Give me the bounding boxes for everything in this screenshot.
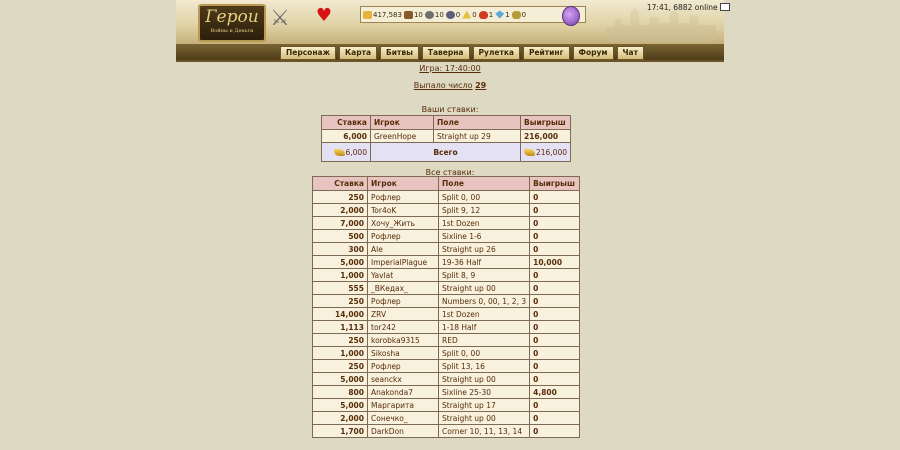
table-row xyxy=(313,230,580,243)
win-cell: 0 xyxy=(530,243,580,256)
win-cell: 0 xyxy=(530,334,580,347)
crossed-swords-icon: ⚔ xyxy=(270,6,290,31)
bet-cell: 1,000 xyxy=(313,269,368,282)
total-label: Всего xyxy=(370,143,520,162)
col-header-bet: Ставка xyxy=(322,116,371,130)
online-count: 17:41, 6882 online xyxy=(646,3,718,12)
field-cell: Straight up 00 xyxy=(439,412,530,425)
table-row xyxy=(313,386,580,399)
table-row xyxy=(313,295,580,308)
player-cell[interactable]: Сонечко_ xyxy=(368,412,439,425)
resource-value: 0 xyxy=(521,10,527,19)
field-cell: Split 0, 00 xyxy=(439,191,530,204)
your-bets-caption: Ваши ставки: xyxy=(421,105,479,114)
player-cell[interactable]: seanckx xyxy=(368,373,439,386)
win-cell: 0 xyxy=(530,425,580,438)
all-bets-table xyxy=(312,176,580,438)
player-cell[interactable]: Рофлер xyxy=(368,295,439,308)
table-row xyxy=(313,269,580,282)
total-bet-cell xyxy=(322,143,371,162)
table-row xyxy=(313,256,580,269)
win-cell: 0 xyxy=(530,373,580,386)
field-cell: 1st Dozen xyxy=(439,217,530,230)
win-cell: 4,800 xyxy=(530,386,580,399)
win-cell: 0 xyxy=(530,282,580,295)
gems-icon xyxy=(495,11,504,19)
total-win-value: 216,000 xyxy=(535,147,567,157)
resource-item xyxy=(404,11,423,19)
player-cell[interactable]: Рофлер xyxy=(368,360,439,373)
resource-value: 0 xyxy=(472,10,477,19)
field-cell: Corner 10, 11, 13, 14 xyxy=(439,425,530,438)
table-row xyxy=(313,373,580,386)
your-bets-table xyxy=(321,115,571,162)
resource-item xyxy=(363,11,402,19)
bet-cell: 2,000 xyxy=(313,412,368,425)
field-cell: 1-18 Half xyxy=(439,321,530,334)
nav-item[interactable]: Форум xyxy=(573,46,614,60)
mail-icon[interactable] xyxy=(720,3,730,11)
nav-item[interactable]: Персонаж xyxy=(280,46,336,60)
result-label: Выпало число xyxy=(413,81,473,90)
win-cell: 0 xyxy=(530,360,580,373)
win-cell: 0 xyxy=(530,347,580,360)
bet-cell: 1,113 xyxy=(313,321,368,334)
table-row xyxy=(313,347,580,360)
bet-cell: 250 xyxy=(313,295,368,308)
online-status xyxy=(647,2,730,12)
field-cell: Straight up 00 xyxy=(439,282,530,295)
table-row xyxy=(313,334,580,347)
field-cell: RED xyxy=(439,334,530,347)
field-cell: Split 9, 12 xyxy=(439,204,530,217)
player-cell[interactable]: ZRV xyxy=(368,308,439,321)
result-line xyxy=(0,81,900,90)
total-bet-value: 6,000 xyxy=(345,147,367,157)
field-cell: Straight up 26 xyxy=(439,243,530,256)
field-cell: Straight up 29 xyxy=(433,130,520,143)
table-row xyxy=(313,412,580,425)
player-cell[interactable]: _ВКедах_ xyxy=(368,282,439,295)
win-cell: 0 xyxy=(530,230,580,243)
resource-value: 1 xyxy=(488,10,494,19)
game-time-link[interactable]: Игра: 17:40:00 xyxy=(419,64,481,73)
your-bets-total-row xyxy=(322,143,571,162)
nav-item[interactable]: Таверна xyxy=(422,46,470,60)
win-cell: 0 xyxy=(530,321,580,334)
field-cell: Sixline 25-30 xyxy=(439,386,530,399)
player-cell[interactable]: Sikosha xyxy=(368,347,439,360)
resource-item xyxy=(446,11,460,19)
player-cell[interactable]: Yavlat xyxy=(368,269,439,282)
resource-item xyxy=(479,11,493,19)
table-row xyxy=(313,399,580,412)
resource-value: 10 xyxy=(434,10,444,19)
player-cell[interactable]: Anakonda7 xyxy=(368,386,439,399)
resource-item xyxy=(462,11,476,19)
logo-title: Герои xyxy=(205,7,259,27)
win-cell: 0 xyxy=(530,191,580,204)
table-row xyxy=(313,321,580,334)
table-row xyxy=(313,217,580,230)
main-nav xyxy=(280,46,644,60)
bet-cell: 250 xyxy=(313,360,368,373)
bet-cell: 250 xyxy=(313,191,368,204)
crystal-icon xyxy=(479,11,488,19)
player-cell[interactable]: Tor4oK xyxy=(368,204,439,217)
player-cell[interactable]: Маргарита xyxy=(368,399,439,412)
resource-value: 1 xyxy=(505,10,510,19)
bet-cell: 14,000 xyxy=(313,308,368,321)
col-header-player: Игрок xyxy=(370,116,433,130)
field-cell: Split 0, 00 xyxy=(439,347,530,360)
table-row xyxy=(313,360,580,373)
total-win-cell xyxy=(520,143,570,162)
bet-cell: 6,000 xyxy=(322,130,371,143)
field-cell: Split 8, 9 xyxy=(439,269,530,282)
player-cell[interactable]: korobka9315 xyxy=(368,334,439,347)
bet-cell: 300 xyxy=(313,243,368,256)
resource-value: 10 xyxy=(413,10,423,19)
player-cell[interactable]: Хочу_Жить xyxy=(368,217,439,230)
field-cell: Numbers 0, 00, 1, 2, 3 xyxy=(439,295,530,308)
table-row xyxy=(313,191,580,204)
sulfur-icon xyxy=(462,11,471,19)
mercury-icon xyxy=(446,11,455,19)
heart-icon[interactable]: ♥ xyxy=(315,5,333,26)
bet-cell: 250 xyxy=(313,334,368,347)
col-header-win: Выигрыш xyxy=(520,116,570,130)
field-cell: Split 13, 16 xyxy=(439,360,530,373)
field-cell: Sixline 1-6 xyxy=(439,230,530,243)
gold-icon xyxy=(363,11,372,19)
player-cell[interactable]: Ale xyxy=(368,243,439,256)
bet-cell: 5,000 xyxy=(313,256,368,269)
win-cell: 10,000 xyxy=(530,256,580,269)
wood-icon xyxy=(404,11,413,19)
player-cell[interactable]: DarkDon xyxy=(368,425,439,438)
resource-value: 0 xyxy=(455,10,461,19)
ore-icon xyxy=(425,11,434,19)
nav-item[interactable]: Рейтинг xyxy=(523,46,570,60)
nav-item[interactable]: Рулетка xyxy=(473,46,520,60)
bet-cell: 5,000 xyxy=(313,373,368,386)
resource-item xyxy=(512,11,526,19)
nav-item[interactable]: Карта xyxy=(339,46,377,60)
resource-item xyxy=(495,11,509,19)
player-cell[interactable]: GreenHope xyxy=(370,130,433,143)
bet-cell: 5,000 xyxy=(313,399,368,412)
field-cell: 19-36 Half xyxy=(439,256,530,269)
game-logo[interactable] xyxy=(198,4,266,42)
result-number: 29 xyxy=(475,81,487,90)
logo-subtitle: Войны и Деньги xyxy=(210,28,254,34)
win-cell: 0 xyxy=(530,217,580,230)
table-row xyxy=(322,130,571,143)
player-cell[interactable]: tor242 xyxy=(368,321,439,334)
nav-item[interactable]: Битвы xyxy=(380,46,419,60)
table-row xyxy=(313,308,580,321)
resource-item xyxy=(425,11,444,19)
nav-item[interactable]: Чат xyxy=(617,46,644,60)
field-cell: 1st Dozen xyxy=(439,308,530,321)
bet-cell: 2,000 xyxy=(313,204,368,217)
table-row xyxy=(313,282,580,295)
table-row xyxy=(313,204,580,217)
win-cell: 216,000 xyxy=(520,130,570,143)
player-cell[interactable]: Рофлер xyxy=(368,230,439,243)
bet-cell: 500 xyxy=(313,230,368,243)
win-cell: 0 xyxy=(530,412,580,425)
col-header-bet: Ставка xyxy=(313,177,368,191)
win-cell: 0 xyxy=(530,269,580,282)
bet-cell: 1,700 xyxy=(313,425,368,438)
field-cell: Straight up 17 xyxy=(439,399,530,412)
player-cell[interactable]: Рофлер xyxy=(368,191,439,204)
all-bets-caption: Все ставки: xyxy=(425,168,475,177)
mana-potion-icon[interactable] xyxy=(562,6,580,26)
field-cell: Straight up 00 xyxy=(439,373,530,386)
resources-bar xyxy=(360,6,586,23)
table-row xyxy=(313,243,580,256)
bet-cell: 555 xyxy=(313,282,368,295)
win-cell: 0 xyxy=(530,308,580,321)
col-header-field: Поле xyxy=(439,177,530,191)
table-row xyxy=(313,425,580,438)
player-cell[interactable]: ImperialPlague xyxy=(368,256,439,269)
win-cell: 0 xyxy=(530,399,580,412)
col-header-win: Выигрыш xyxy=(530,177,580,191)
win-cell: 0 xyxy=(530,204,580,217)
gold-icon xyxy=(334,149,345,156)
col-header-field: Поле xyxy=(433,116,520,130)
win-cell: 0 xyxy=(530,295,580,308)
resource-value: 417,583 xyxy=(373,10,402,19)
bag-icon xyxy=(512,11,521,19)
col-header-player: Игрок xyxy=(368,177,439,191)
bet-cell: 7,000 xyxy=(313,217,368,230)
bet-cell: 1,000 xyxy=(313,347,368,360)
bet-cell: 800 xyxy=(313,386,368,399)
header-banner xyxy=(176,0,724,62)
gold-icon xyxy=(524,149,535,156)
